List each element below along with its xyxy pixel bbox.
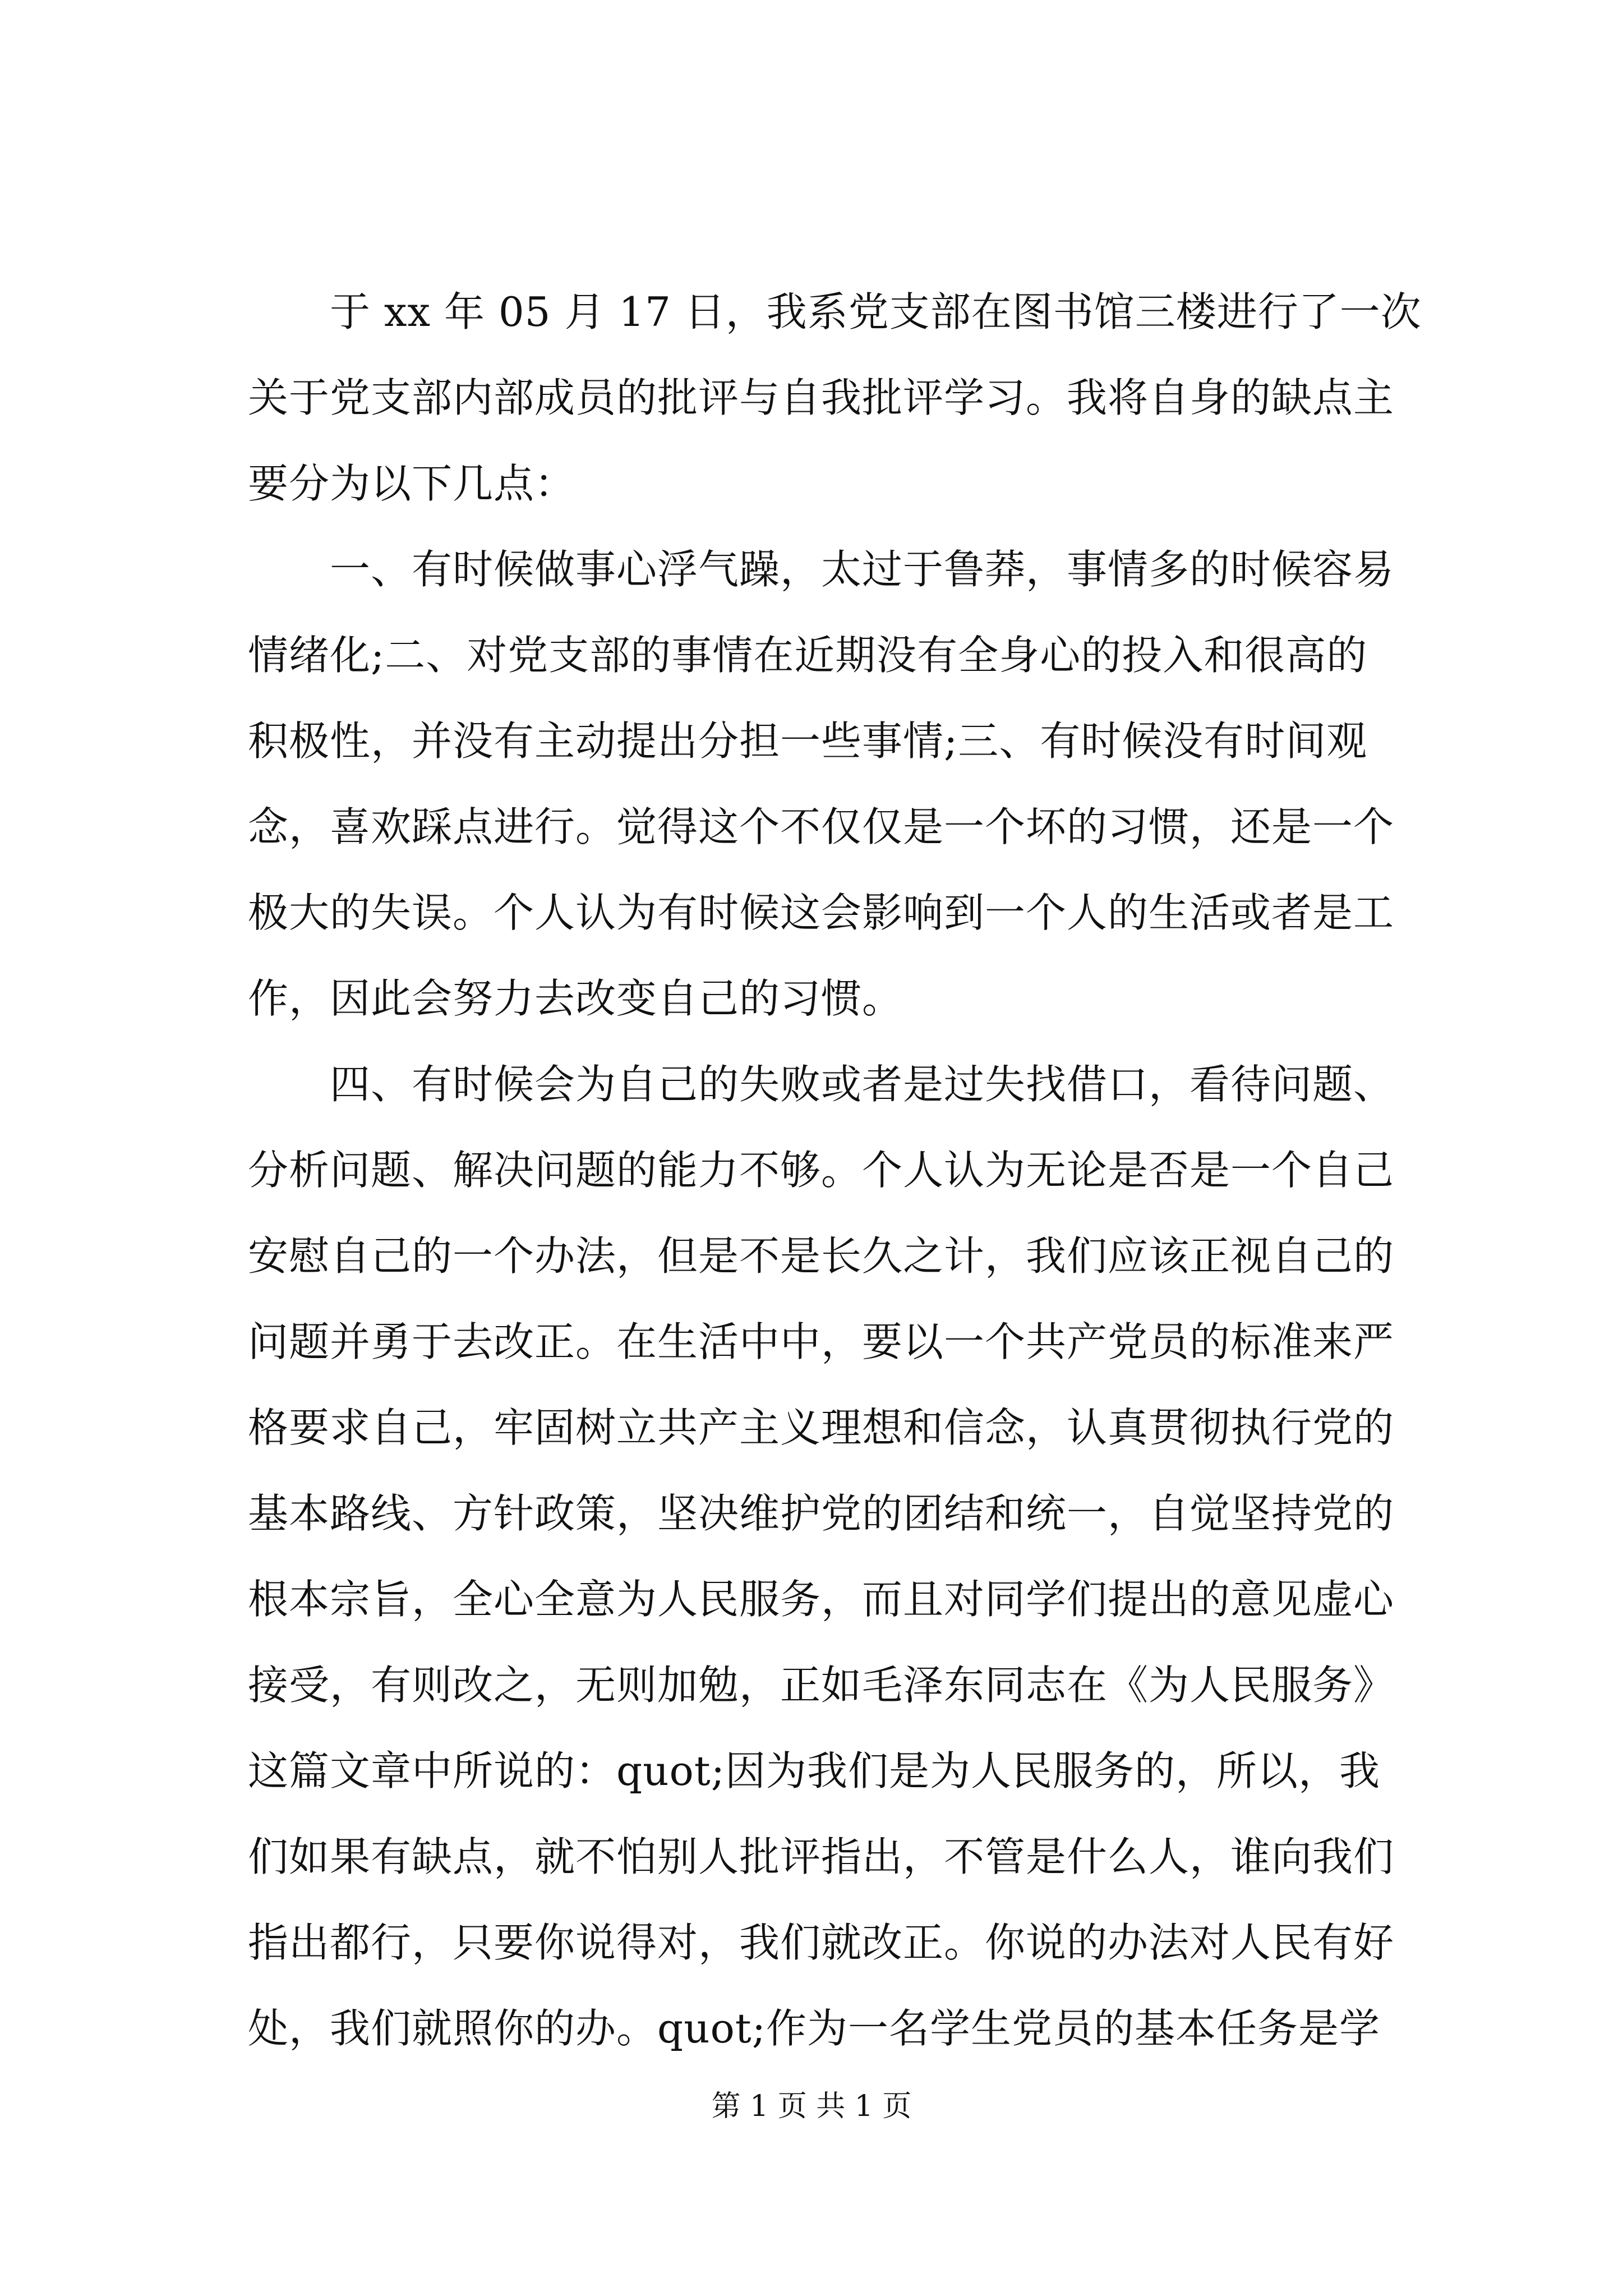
text-line-11: 分析问题、解决问题的能力不够。个人认为无论是否是一个自己 <box>248 1147 1395 1194</box>
text-line-10: 四、有时候会为自己的失败或者是过失找借口，看待问题、 <box>330 1061 1395 1108</box>
text-line-14: 格要求自己，牢固树立共产主义理想和信念，认真贯彻执行党的 <box>248 1404 1395 1451</box>
text-line-9: 作，因此会努力去改变自己的习惯。 <box>248 975 903 1022</box>
text-line-19: 们如果有缺点，就不怕别人批评指出，不管是什么人，谁向我们 <box>248 1833 1395 1880</box>
text-line-12: 安慰自己的一个办法，但是不是长久之计，我们应该正视自己的 <box>248 1232 1395 1280</box>
text-line-15: 基本路线、方针政策，坚决维护党的团结和统一，自觉坚持党的 <box>248 1490 1395 1537</box>
text-line-21: 处，我们就照你的办。quot;作为一名学生党员的基本任务是学 <box>248 2005 1381 2052</box>
text-line-17: 接受，有则改之，无则加勉，正如毛泽东同志在《为人民服务》 <box>248 1662 1395 1709</box>
document-body <box>248 269 1422 2072</box>
page-footer: 第 1 页 共 1 页 <box>711 2090 912 2123</box>
text-line-7: 念，喜欢踩点进行。觉得这个不仅仅是一个坏的习惯，还是一个 <box>248 803 1395 850</box>
text-line-8: 极大的失误。个人认为有时候这会影响到一个人的生活或者是工 <box>248 889 1395 936</box>
text-line-2: 关于党支部内部成员的批评与自我批评学习。我将自身的缺点主 <box>248 374 1395 421</box>
text-line-6: 积极性，并没有主动提出分担一些事情;三、有时候没有时间观 <box>248 717 1368 765</box>
text-line-4: 一、有时候做事心浮气躁，太过于鲁莽，事情多的时候容易 <box>330 546 1395 593</box>
text-line-3: 要分为以下几点： <box>248 460 576 507</box>
text-line-18: 这篇文章中所说的：quot;因为我们是为人民服务的，所以，我 <box>248 1747 1381 1795</box>
text-line-16: 根本宗旨，全心全意为人民服务，而且对同学们提出的意见虚心 <box>248 1576 1395 1623</box>
text-line-1: 于 xx 年 05 月 17 日，我系党支部在图书馆三楼进行了一次 <box>330 288 1422 335</box>
text-line-5: 情绪化;二、对党支部的事情在近期没有全身心的投入和很高的 <box>248 632 1368 679</box>
text-line-20: 指出都行，只要你说得对，我们就改正。你说的办法对人民有好 <box>248 1919 1395 1966</box>
text-line-13: 问题并勇于去改正。在生活中中，要以一个共产党员的标准来严 <box>248 1318 1395 1365</box>
